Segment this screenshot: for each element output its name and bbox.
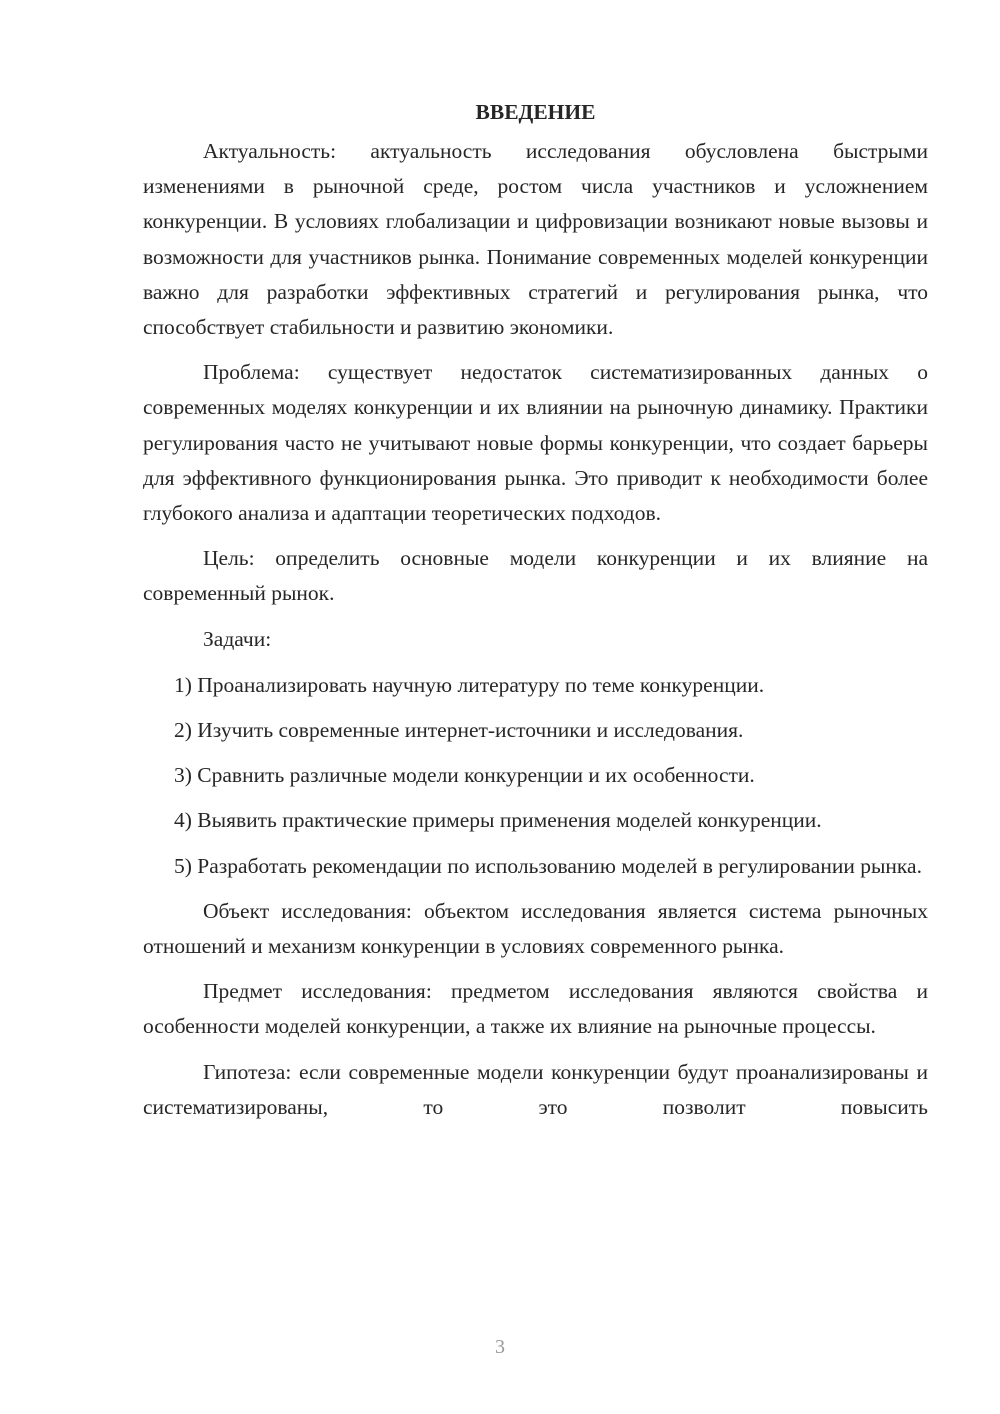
task-item-1: 1) Проанализировать научную литературу по теме конкуренции. xyxy=(174,672,765,697)
task-item-5: 5) Разработать рекомендации по использованию моделей в регулировании рынка. xyxy=(174,853,922,878)
page-number: 3 xyxy=(495,1336,505,1358)
paragraph-problem: Проблема: существует недостаток систематизированных данных о современных моделях конкуренции и их влиянии на рыночную динамику. Практики регулирования часто не учитывают новые формы конкуренции, что создает барьеры для эффективного функционирования рынка. Это приводит к необходимости более глубокого анализа и адаптации теоретических подходов. xyxy=(143,360,928,526)
task-item-2: 2) Изучить современные интернет-источники и исследования. xyxy=(174,718,744,743)
paragraph-subject: Предмет исследования: предметом исследования являются свойства и особенности моделей конкуренции, а также их влияние на рыночные процессы. xyxy=(143,979,928,1039)
paragraph-hypothesis: Гипотеза: если современные модели конкуренции будут проанализированы и систематизированы, то это позволит повысить xyxy=(143,1059,928,1119)
paragraph-relevance: Актуальность: актуальность исследования обусловлена быстрыми изменениями в рыночной среде, ростом числа участников и усложнением конкуренции. В условиях глобализации и цифровизации возникают новые вызовы и возможности для участников рынка. Понимание современных моделей конкуренции важно для разработки эффективных стратегий и регулирования рынка, что способствует стабильности и развитию экономики. xyxy=(143,139,928,340)
tasks-heading: Задачи: xyxy=(203,626,272,651)
section-title: ВВЕДЕНИЕ xyxy=(475,100,596,124)
task-item-3: 3) Сравнить различные модели конкуренции и их особенности. xyxy=(174,763,755,788)
document-page xyxy=(143,96,928,1135)
paragraph-object: Объект исследования: объектом исследования является система рыночных отношений и механизм конкуренции в условиях современного рынка. xyxy=(143,898,928,959)
task-item-4: 4) Выявить практические примеры применения моделей конкуренции. xyxy=(174,808,822,833)
paragraph-goal: Цель: определить основные модели конкуренции и их влияние на современный рынок. xyxy=(143,546,928,606)
